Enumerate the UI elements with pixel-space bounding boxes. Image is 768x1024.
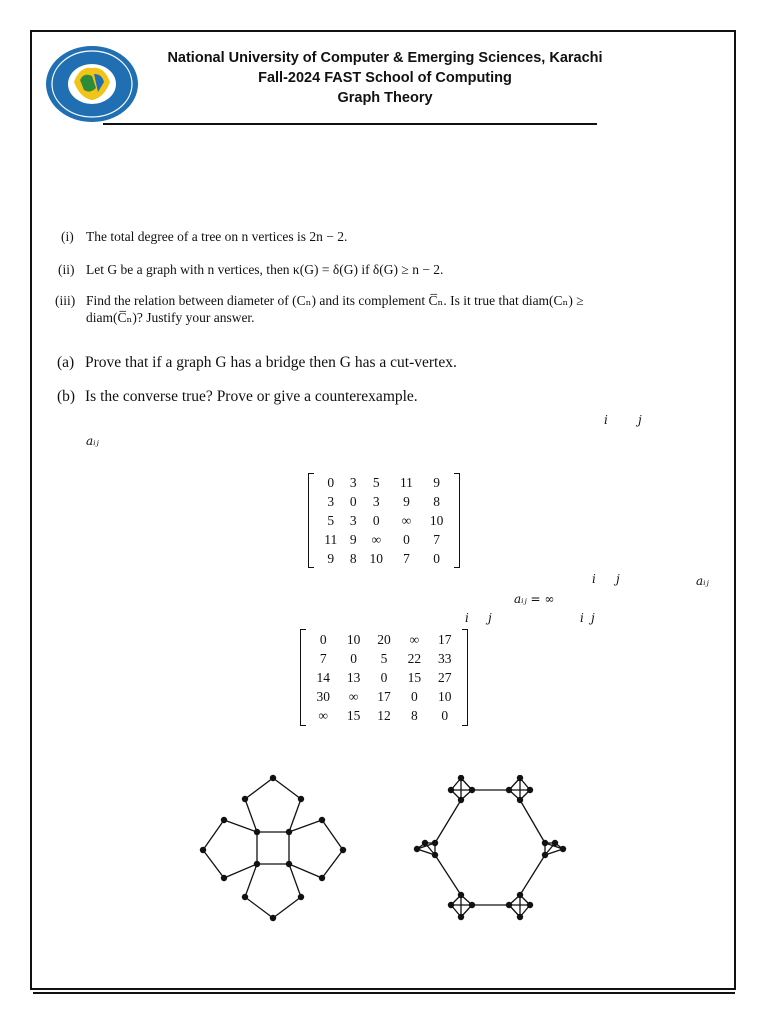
graph-vertex	[458, 775, 464, 781]
question-b	[57, 388, 697, 408]
matrix-cell: 10	[369, 550, 384, 566]
graph-vertex	[517, 797, 523, 803]
math-j: j	[616, 572, 620, 586]
matrix-cell: 27	[438, 669, 452, 685]
matrix-cell: 0	[441, 707, 449, 723]
graph-vertex	[254, 829, 260, 835]
left-bracket	[300, 629, 306, 726]
matrix-cell: 9	[327, 550, 335, 566]
graph-vertex	[458, 797, 464, 803]
matrix-row	[308, 668, 460, 687]
matrix-cell: 20	[377, 631, 391, 647]
header-rule	[103, 123, 597, 125]
course-title: Graph Theory	[337, 90, 433, 106]
matrix-cell: ∞	[371, 531, 382, 547]
graph-vertex	[221, 817, 227, 823]
question-label: (iii)	[55, 293, 76, 308]
university-name: National University of Computer & Emerging Sciences, Karachi	[167, 50, 603, 66]
graph-vertex	[469, 787, 475, 793]
matrix-cell: 15	[407, 669, 422, 685]
matrix-cell: 9	[349, 531, 357, 547]
question-ii	[58, 261, 698, 279]
matrix-cell: ∞	[409, 631, 420, 647]
matrix-cell: ∞	[318, 707, 328, 723]
matrix-cell: 30	[316, 688, 330, 704]
matrix-row	[308, 706, 460, 725]
graph-vertex	[254, 861, 260, 867]
matrix-cell: 0	[380, 669, 388, 685]
graph-vertex	[542, 852, 548, 858]
matrix-row	[308, 630, 460, 649]
math-i: i	[592, 572, 596, 586]
math-aij: aᵢⱼ	[86, 434, 99, 448]
university-seal-logo	[44, 44, 140, 124]
matrix-cell: 8	[349, 550, 357, 566]
question-text: Is the converse true? Prove or give a counterexample.	[85, 388, 418, 405]
math-i: i	[604, 413, 608, 427]
matrix-row	[316, 511, 452, 530]
graph-vertex	[298, 894, 304, 900]
matrix-cell: 15	[346, 707, 361, 723]
matrix-cell: 10	[429, 512, 444, 528]
graph-vertex	[432, 840, 438, 846]
graph-vertex	[242, 796, 248, 802]
right-bracket	[454, 473, 460, 568]
graph-vertex	[221, 875, 227, 881]
question-text: Let G be a graph with n vertices, then κ(G) = δ(G) if δ(G) ≥ n − 2.	[86, 262, 444, 277]
graph-vertex	[517, 892, 523, 898]
matrix-cell: 3	[349, 512, 357, 528]
left-bracket	[308, 473, 314, 568]
graph-vertex	[552, 840, 558, 846]
matrix-cell: 9	[433, 474, 440, 490]
graph-vertex	[286, 829, 292, 835]
graph-vertex	[517, 775, 523, 781]
graph-vertex	[527, 787, 533, 793]
matrix-cell: 17	[438, 631, 452, 647]
matrix-cell: ∞	[401, 512, 412, 528]
question-label: (a)	[57, 354, 75, 371]
matrix-cell: 13	[346, 669, 361, 685]
graph-vertex	[319, 875, 325, 881]
graph-vertex	[448, 787, 454, 793]
matrix-cell: 0	[433, 550, 440, 566]
matrix-row	[308, 649, 460, 668]
graph-vertex	[506, 787, 512, 793]
matrix-row	[316, 492, 452, 511]
semester-school: Fall-2024 FAST School of Computing	[258, 70, 512, 86]
graph-vertex	[242, 894, 248, 900]
graph-vertex	[286, 861, 292, 867]
graph-vertex	[560, 846, 566, 852]
graph-pentagon-cross	[195, 770, 355, 930]
math-aij-infinity: aᵢⱼ = ∞	[514, 592, 555, 606]
matrix-cell: 8	[433, 493, 440, 509]
math-j: j	[488, 611, 492, 625]
graph-vertex	[319, 817, 325, 823]
matrix-cell: 0	[372, 512, 380, 528]
graph-vertex	[270, 775, 276, 781]
matrix-cell: 0	[350, 650, 357, 666]
weight-matrix-2	[300, 629, 468, 726]
graph-vertex	[270, 915, 276, 921]
matrix-cell: 0	[349, 493, 357, 509]
question-text: The total degree of a tree on n vertices is 2n − 2.	[86, 229, 348, 244]
matrix-cell: 7	[433, 531, 440, 547]
graph-vertex	[527, 902, 533, 908]
graph-vertex	[422, 840, 428, 846]
matrix-cell: 33	[438, 650, 452, 666]
matrix-row	[308, 687, 460, 706]
matrix-cell: ∞	[348, 688, 359, 704]
matrix-cell: 11	[399, 474, 413, 490]
graph-vertex	[448, 902, 454, 908]
question-label: (ii)	[58, 262, 75, 277]
graph-vertex	[542, 840, 548, 846]
matrix-cell: 3	[349, 474, 357, 490]
graph-vertex	[517, 914, 523, 920]
matrix-cell: 14	[316, 669, 330, 685]
graph-vertex	[414, 846, 420, 852]
matrix-cell: 5	[372, 474, 380, 490]
math-i: i	[465, 611, 469, 625]
matrix-cell: 0	[319, 631, 327, 647]
matrix-cell: 3	[327, 493, 335, 509]
matrix-cell: 7	[403, 550, 410, 566]
matrix-cell: 5	[327, 512, 335, 528]
question-i	[61, 228, 701, 246]
graph-hexagon-gadgets	[405, 775, 575, 925]
graph-vertex	[340, 847, 346, 853]
graph-vertex	[298, 796, 304, 802]
graph-vertex	[506, 902, 512, 908]
matrix-cell: 17	[377, 688, 391, 704]
math-j: j	[591, 611, 595, 625]
math-i: i	[580, 611, 584, 625]
distance-matrix-1	[308, 473, 460, 568]
matrix-cell: 9	[403, 493, 410, 509]
matrix-cell: 10	[346, 631, 361, 647]
question-text: Find the relation between diameter of (Cₙ) and its complement C̅ₙ. Is it true that diam(Cₙ) ≥	[86, 293, 584, 308]
matrix-cell: 10	[438, 688, 452, 704]
question-iii	[55, 292, 705, 328]
matrix-cell: 3	[372, 493, 380, 509]
matrix-cell: 22	[407, 650, 422, 666]
matrix-cell: 0	[410, 688, 418, 704]
graph-vertex	[469, 902, 475, 908]
graph-vertex	[458, 892, 464, 898]
question-a	[57, 354, 697, 374]
math-j: j	[638, 413, 642, 427]
matrix-row	[316, 549, 452, 568]
matrix-cell: 7	[319, 650, 327, 666]
matrix-cell: 0	[327, 474, 335, 490]
question-label: (b)	[57, 388, 76, 405]
graph-vertex	[432, 852, 438, 858]
matrix-cell: 0	[403, 531, 410, 547]
question-text-cont: diam(C̅ₙ)? Justify your answer.	[86, 310, 255, 325]
matrix-cell: 8	[410, 707, 418, 723]
graph-vertex	[200, 847, 206, 853]
question-text: Prove that if a graph G has a bridge then G has a cut-vertex.	[85, 354, 457, 371]
right-bracket	[462, 629, 468, 726]
matrix-row	[316, 530, 452, 549]
matrix-cell: 5	[380, 650, 388, 666]
matrix-cell: 12	[377, 707, 391, 723]
graph-vertex	[458, 914, 464, 920]
matrix-row	[316, 473, 452, 492]
matrix-cell: 11	[324, 531, 338, 547]
page-border-shadow	[33, 992, 735, 994]
math-aij: aᵢⱼ	[696, 574, 709, 588]
question-label: (i)	[61, 229, 74, 244]
